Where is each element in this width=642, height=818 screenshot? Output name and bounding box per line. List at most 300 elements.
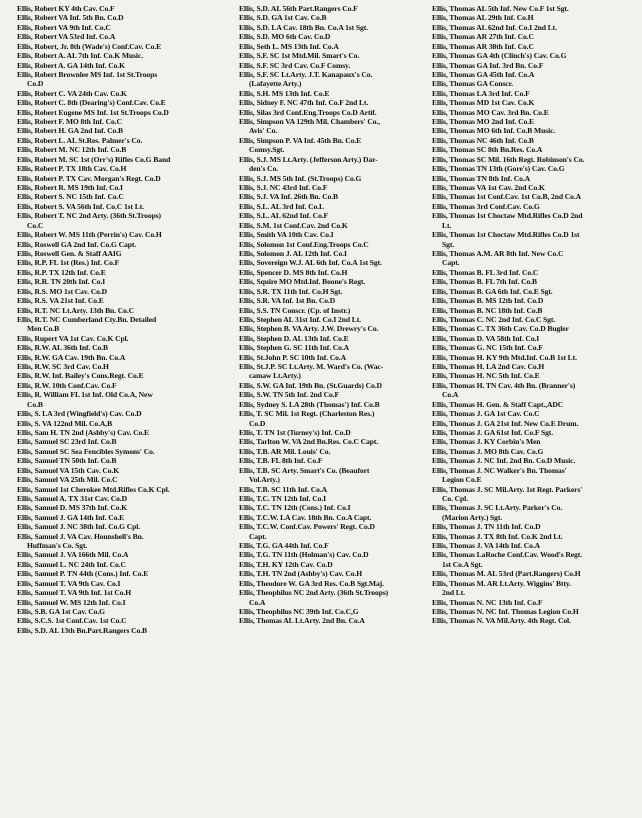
roster-entry	[17, 503, 235, 512]
entry-text: Ellis, S.F. SC 3rd Cav. Co.F Comsy.	[239, 60, 351, 70]
entry-text: Ellis, T.C.W. LA Cav. 18th Bn. Co.A Capt.	[239, 512, 372, 522]
entry-text: Ellis, R.W. Inf. Bailey's Cons.Regt. Co.E	[17, 371, 144, 381]
entry-text: Ellis, T.C. TN 12th Inf. Co.I	[239, 493, 326, 503]
entry-text: Ellis, Thomas J. TX 8th Inf. Co.K 2nd Lt.	[432, 531, 563, 541]
roster-entry	[17, 230, 235, 239]
roster-entry	[432, 400, 642, 409]
roster-entry	[432, 61, 642, 70]
entry-text: Ellis, Thomas C. TX 36th Cav. Co.D Bugler	[432, 324, 569, 334]
roster-entry	[17, 117, 235, 126]
entry-text: Ellis, S.J. MS Lt.Arty. (Jefferson Arty.) Dar-	[239, 154, 378, 164]
entry-text: Ellis, T.C.W. Conf.Cav. Powers' Regt. Co.D	[239, 522, 375, 532]
entry-text: Ellis, Thomas GA 4th (Clinch's) Cav. Co.G	[432, 51, 567, 61]
entry-text: Ellis, Thomas AR 38th Inf. Co.C	[432, 41, 534, 51]
entry-continuation: Vol.Arty.)	[249, 475, 280, 485]
entry-text: Ellis, Roswell Gen. & Staff AAIG	[17, 248, 122, 258]
entry-text: Ellis, S.F. SC Lt.Arty. J.T. Kanapaux's Co.	[239, 69, 373, 79]
roster-entry	[432, 155, 642, 164]
roster-entry	[17, 437, 235, 446]
entry-text: Ellis, Samuel J. GA 14th Inf. Co.E	[17, 512, 125, 522]
roster-entry	[17, 155, 235, 164]
roster-entry	[17, 522, 235, 531]
entry-text: Ellis, Thomas B. GA 6th Inf. Co.E Sgt.	[432, 286, 553, 296]
entry-text: Ellis, Samuel T. VA 9th Inf. 1st Co.H	[17, 588, 132, 598]
roster-entry	[432, 211, 642, 230]
entry-text: Ellis, Samuel 1st Cherokee Mtd.Rifles Co.K Cpl.	[17, 484, 170, 494]
entry-text: Ellis, S.F. SC 1st Mtd.Mil. Smart's Co.	[239, 51, 360, 61]
entry-text: Ellis, Thomas H. TN Cav. 4th Bn. (Branner's)	[432, 380, 576, 390]
entry-text: Ellis, Squire MO Mtd.Inf. Boone's Regt.	[239, 277, 366, 287]
roster-entry	[432, 598, 642, 607]
roster-entry	[239, 513, 433, 522]
roster-entry	[17, 475, 235, 484]
entry-text: Ellis, Thomas GA 45th Inf. Co.A	[432, 69, 535, 79]
entry-text: Ellis, S.W. TN 5th Inf. 2nd Co.F	[239, 390, 339, 400]
entry-text: Ellis, Thomas B. MS 12th Inf. Co.D	[432, 296, 544, 306]
entry-text: Ellis, Stephen B. VA Arty. J.W. Drewry's Co.	[239, 324, 379, 334]
roster-entry	[432, 230, 642, 249]
entry-text: Ellis, Robert H. GA 2nd Inf. Co.B	[17, 126, 123, 136]
roster-entry	[432, 466, 642, 485]
entry-text: Ellis, Samuel VA 15th Cav. Co.K	[17, 465, 120, 475]
roster-entry	[239, 192, 433, 201]
roster-entry	[432, 607, 642, 616]
entry-text: Ellis, T.B. SC 11th Inf. Co.A	[239, 484, 327, 494]
entry-text: Ellis, Thomas LA 3rd Inf. Co.F	[432, 88, 530, 98]
roster-entry	[239, 108, 433, 117]
roster-entry	[239, 202, 433, 211]
roster-entry	[239, 447, 433, 456]
entry-continuation: Co.C	[27, 220, 44, 230]
entry-text: Ellis, T.B. FL 8th Inf. Co.F	[239, 456, 323, 466]
entry-text: Ellis, Silas 3rd Conf.Eng.Troops Co.D Artif.	[239, 107, 377, 117]
entry-continuation: Capt.	[249, 531, 267, 541]
entry-text: Ellis, Thomas N. NC 13th Inf. Co.F	[432, 597, 543, 607]
entry-text: Ellis, St.John P. SC 10th Inf. Co.A	[239, 352, 346, 362]
entry-text: Ellis, Samuel A. TX 31st Cav. Co.D	[17, 493, 127, 503]
entry-text: Ellis, Thomas MO 2nd Inf. Co.E	[432, 117, 534, 127]
roster-entry	[432, 23, 642, 32]
roster-entry	[432, 183, 642, 192]
entry-text: Ellis, S. VA 122nd Mil. Co.A,B	[17, 418, 113, 428]
roster-entry	[17, 315, 235, 334]
roster-entry	[17, 174, 235, 183]
roster-entry	[239, 4, 433, 13]
entry-text: Ellis, Robert M. SC 1st (Orr's) Rifles Co.G Band	[17, 154, 171, 164]
roster-entry	[432, 277, 642, 286]
entry-text: Ellis, Smith VA 10th Cav. Co.I	[239, 230, 334, 240]
entry-text: Ellis, S.D. AL 56th Part.Rangers Co.F	[239, 4, 358, 13]
roster-entry	[432, 569, 642, 578]
roster-entry	[239, 258, 433, 267]
entry-text: Ellis, T.C. TN 12th (Cons.) Inf. Co.I	[239, 503, 351, 513]
entry-text: Ellis, Thomas B. FL 3rd Inf. Co.C	[432, 267, 539, 277]
roster-entry	[239, 155, 433, 174]
entry-text: Ellis, R.S. VA 21st Inf. Co.E	[17, 296, 104, 306]
roster-entry	[17, 164, 235, 173]
roster-entry	[239, 560, 433, 569]
roster-column-1	[17, 4, 235, 814]
entry-text: Ellis, R.W. SC 3rd Cav. Co.H	[17, 362, 109, 372]
entry-text: Ellis, Robert, Jr. 8th (Wade's) Conf.Cav. Co.E	[17, 41, 162, 51]
roster-entry	[239, 51, 433, 60]
entry-text: Ellis, Samuel D. MS 37th Inf. Co.K	[17, 503, 128, 513]
roster-entry	[432, 296, 642, 305]
roster-entry	[239, 277, 433, 286]
entry-text: Ellis, Thomas 3rd Conf.Cav. Co.G	[432, 201, 540, 211]
entry-text: Ellis, Thomas 1st Conf.Cav. 1st Co.B, 2nd Co.A	[432, 192, 582, 202]
roster-entry	[239, 136, 433, 155]
roster-entry	[239, 306, 433, 315]
roster-entry	[17, 202, 235, 211]
entry-text: Ellis, Thomas B. FL 7th Inf. Co.B	[432, 277, 538, 287]
entry-text: Ellis, Thomas H. Gen. & Staff Capt.,ADC	[432, 399, 564, 409]
roster-entry	[239, 400, 433, 409]
entry-text: Ellis, S.J. NC 43rd Inf. Co.F	[239, 183, 328, 193]
entry-text: Ellis, Samuel P. TN 44th (Cons.) Inf. Co.E	[17, 569, 149, 579]
entry-text: Ellis, Samuel SC 23rd Inf. Co.B	[17, 437, 117, 447]
entry-text: Ellis, Robert F. MO 8th Inf. Co.C	[17, 117, 122, 127]
roster-entry	[17, 258, 235, 267]
entry-continuation: (Lafayette Arty.)	[249, 79, 302, 89]
roster-entry	[17, 136, 235, 145]
roster-entry	[17, 353, 235, 362]
entry-text: Ellis, S.J. VA Inf. 26th Bn. Co.B	[239, 192, 338, 202]
entry-text: Ellis, R. William FL 1st Inf. Old Co.A, New	[17, 390, 153, 400]
entry-continuation: Co.A	[442, 390, 459, 400]
entry-text: Ellis, S.L. AL 62nd Inf. Co.F	[239, 211, 329, 221]
entry-text: Ellis, Robert C. 8th (Dearing's) Conf.Cav. Co.E	[17, 98, 166, 108]
roster-entry	[239, 569, 433, 578]
entry-text: Ellis, Thomas B. NC 18th Inf. Co.B	[432, 305, 543, 315]
entry-text: Ellis, T.B. AR Mil. Louis' Co.	[239, 446, 331, 456]
entry-text: Ellis, Thomas AL 5th Inf. New Co.F 1st Sgt.	[432, 4, 569, 13]
roster-entry	[432, 13, 642, 22]
entry-text: Ellis, Robert L. AL St.Res. Palmer's Co.	[17, 135, 143, 145]
entry-text: Ellis, Thomas H. NC 5th Inf. Co.E	[432, 371, 540, 381]
entry-text: Ellis, T. SC Mil. 1st Regt. (Charleston Res.)	[239, 409, 375, 419]
roster-entry	[17, 42, 235, 51]
entry-text: Ellis, Theophilus NC 2nd Arty. (36th St.Troops)	[239, 588, 389, 598]
entry-text: Ellis, Sidney F. NC 47th Inf. Co.F 2nd Lt.	[239, 98, 369, 108]
entry-text: Ellis, Sydney S. LA 28th (Thomas') Inf. Co.B	[239, 399, 380, 409]
entry-text: Ellis, S.D. GA 1st Cav. Co.B	[239, 13, 327, 23]
roster-entry	[432, 550, 642, 569]
roster-entry	[17, 249, 235, 258]
roster-entry	[239, 230, 433, 239]
entry-text: Ellis, Stephen G. SC 11th Inf. Co.A	[239, 343, 350, 353]
entry-text: Ellis, Thomas H. KY 9th Mtd.Inf. Co.B 1st Lt.	[432, 352, 577, 362]
entry-continuation: Huffman's Co. Sgt.	[27, 541, 88, 551]
roster-entry	[432, 315, 642, 324]
entry-text: Ellis, Thomas TN 13th (Gore's) Cav. Co.G	[432, 164, 565, 174]
roster-entry	[17, 145, 235, 154]
roster-entry	[432, 32, 642, 41]
roster-entry	[432, 98, 642, 107]
roster-entry	[17, 550, 235, 559]
entry-continuation: den's Co.	[249, 164, 279, 174]
roster-entry	[432, 117, 642, 126]
entry-text: Ellis, Seth L. MS 13th Inf. Co.A	[239, 41, 339, 51]
entry-text: Ellis, T.G. TN 11th (Holman's) Cav. Co.D	[239, 550, 369, 560]
roster-entry	[17, 183, 235, 192]
roster-entry	[17, 588, 235, 597]
roster-column-3	[432, 4, 642, 814]
roster-entry	[239, 541, 433, 550]
entry-text: Ellis, Robert Eugene MS Inf. 1st St.Troops Co.D	[17, 107, 169, 117]
entry-continuation: Avis' Co.	[249, 126, 278, 136]
roster-entry	[432, 51, 642, 60]
roster-entry	[432, 192, 642, 201]
entry-text: Ellis, Robert T. NC 2nd Arty. (36th St.Troops)	[17, 211, 161, 221]
roster-entry	[17, 126, 235, 135]
roster-entry	[432, 419, 642, 428]
entry-text: Ellis, Thomas MD 1st Cav. Co.K	[432, 98, 535, 108]
entry-text: Ellis, Thomas J. MO 8th Cav. Co.G	[432, 446, 544, 456]
roster-entry	[17, 296, 235, 305]
entry-text: Ellis, Robert P. TX 18th Cav. Co.H	[17, 164, 127, 174]
entry-text: Ellis, Thomas M. AL 53rd (Part.Rangers) Co.H	[432, 569, 581, 579]
roster-entry	[432, 268, 642, 277]
entry-text: Ellis, Rupert VA 1st Cav. Co.K Cpl.	[17, 333, 129, 343]
entry-text: Ellis, S.B. GA 1st Cav. Co.G	[17, 607, 105, 616]
entry-text: Ellis, Thomas M. AR Lt.Arty. Wiggins' Btty.	[432, 578, 571, 588]
roster-entry	[432, 522, 642, 531]
entry-text: Ellis, Robert VA 53rd Inf. Co.A	[17, 32, 116, 42]
roster-entry	[239, 211, 433, 220]
roster-entry	[17, 390, 235, 409]
entry-text: Ellis, Thomas 1st Choctaw Mtd.Rifles Co.D 2nd	[432, 211, 583, 221]
entry-continuation: Comsy.Sgt.	[249, 145, 285, 155]
roster-entry	[239, 503, 433, 512]
entry-continuation: Co.D	[27, 79, 44, 89]
roster-entry	[432, 362, 642, 371]
roster-entry	[432, 409, 642, 418]
entry-continuation: 2nd Lt.	[442, 588, 465, 598]
roster-entry	[239, 221, 433, 230]
roster-entry	[239, 522, 433, 541]
entry-text: Ellis, Theophilus NC 39th Inf. Co.C,G	[239, 607, 359, 616]
roster-entry	[239, 588, 433, 607]
entry-text: Ellis, Thomas TN 8th Inf. Co.A	[432, 173, 530, 183]
entry-text: Ellis, S. LA 3rd (Wingfield's) Cav. Co.D	[17, 409, 142, 419]
roster-entry	[239, 485, 433, 494]
entry-text: Ellis, S.H. MS 13th Inf. Co.E	[239, 88, 330, 98]
entry-text: Ellis, Samuel J. VA 166th Mil. Co.A	[17, 550, 129, 560]
entry-text: Ellis, R.T. NC Cumberland Cty.Bn. Detailed	[17, 314, 157, 324]
roster-entry	[432, 485, 642, 504]
roster-entry	[17, 4, 235, 13]
roster-entry	[17, 334, 235, 343]
roster-entry	[239, 287, 433, 296]
entry-text: Ellis, Thomas GA Inf. 3rd Bn. Co.F	[432, 60, 544, 70]
entry-text: Ellis, Robert P. TX Cav. Morgan's Regt. Co.D	[17, 173, 161, 183]
roster-entry	[239, 334, 433, 343]
entry-text: Ellis, S.S. TN Conscr. (Cp. of Instr.)	[239, 305, 351, 315]
roster-entry	[17, 89, 235, 98]
roster-entry	[17, 513, 235, 522]
roster-entry	[17, 108, 235, 117]
entry-text: Ellis, Thomas J. VA 14th Inf. Co.A	[432, 541, 541, 551]
entry-text: Ellis, Samuel TN 50th Inf. Co.B	[17, 456, 117, 466]
roster-entry	[17, 306, 235, 315]
entry-text: Ellis, Thomas SC 8th Bn.Res. Co.A	[432, 145, 543, 155]
entry-text: Ellis, S.D. AL 13th Bn.Part.Rangers Co.B	[17, 625, 147, 635]
roster-entry	[17, 61, 235, 70]
roster-entry	[432, 164, 642, 173]
entry-text: Ellis, Thomas VA 1st Cav. 2nd Co.K	[432, 183, 545, 193]
roster-entry	[239, 343, 433, 352]
entry-text: Ellis, Thomas SC Mil. 16th Regt. Robinson's Co.	[432, 154, 585, 164]
entry-text: Ellis, Thomas AL 29th Inf. Co.H	[432, 13, 534, 23]
entry-continuation: Co.A	[249, 597, 266, 607]
entry-text: Ellis, Thomas N. VA Mil.Arty. 4th Regt. Col.	[432, 616, 571, 626]
roster-entry	[17, 428, 235, 437]
entry-text: Ellis, R.S. MO 1st Cav. Co.D	[17, 286, 108, 296]
roster-entry	[17, 362, 235, 371]
roster-entry	[17, 371, 235, 380]
roster-entry	[239, 456, 433, 465]
entry-text: Ellis, Robert W. MS 11th (Perrin's) Cav. Co.H	[17, 230, 162, 240]
roster-entry	[239, 409, 433, 428]
entry-text: Ellis, Thomas C. NC 2nd Inf. Co.C Sgt.	[432, 314, 556, 324]
roster-entry	[239, 13, 433, 22]
roster-entry	[239, 240, 433, 249]
entry-continuation: Lt.	[442, 220, 452, 230]
roster-entry	[17, 579, 235, 588]
entry-text: Ellis, T.G. GA 44th Inf. Co.F	[239, 541, 329, 551]
entry-text: Ellis, Thomas GA Conscr.	[432, 79, 513, 89]
entry-text: Ellis, Samuel J. VA Cav. Hounshell's Bn.	[17, 531, 144, 541]
roster-entry	[432, 532, 642, 541]
entry-text: Ellis, Thomas AL 62nd Inf. Co.I 2nd Lt.	[432, 22, 557, 32]
entry-text: Ellis, Robert S. NC 15th Inf. Co.C	[17, 192, 124, 202]
entry-text: Ellis, S.L. AL 3rd Inf. Co.L	[239, 201, 324, 211]
entry-text: Ellis, Thomas AR 27th Inf. Co.C	[432, 32, 534, 42]
entry-text: Ellis, Robert VA Inf. 5th Bn. Co.D	[17, 13, 124, 23]
entry-text: Ellis, Samuel SC Sea Fencibles Symons' Co.	[17, 446, 155, 456]
roster-entry	[17, 268, 235, 277]
roster-entry	[239, 324, 433, 333]
entry-text: Ellis, R.T. NC Lt.Arty. 13th Bn. Co.C	[17, 305, 135, 315]
entry-text: Ellis, Tarlton W. VA 2nd Bn.Res. Co.C Capt.	[239, 437, 379, 447]
entry-continuation: Co.B	[27, 399, 43, 409]
roster-entry	[432, 456, 642, 465]
roster-entry	[17, 98, 235, 107]
roster-entry	[17, 466, 235, 475]
entry-text: Ellis, Thomas D. VA 58th Inf. Co.I	[432, 333, 540, 343]
entry-text: Ellis, R.P. TX 12th Inf. Co.E	[17, 267, 106, 277]
roster-entry	[432, 541, 642, 550]
roster-entry	[239, 381, 433, 390]
entry-text: Ellis, Thomas N. NC Inf. Thomas Legion Co.H	[432, 607, 579, 616]
entry-continuation: Co.D	[249, 418, 266, 428]
entry-text: Ellis, Stephen AL 31st Inf. Co.I 2nd Lt.	[239, 314, 361, 324]
roster-entry	[239, 183, 433, 192]
entry-text: Ellis, Samuel L. NC 24th Inf. Co.C	[17, 559, 126, 569]
roster-entry	[17, 287, 235, 296]
entry-text: Ellis, Thomas AL Lt.Arty. 2nd Bn. Co.A	[239, 616, 365, 626]
roster-entry	[239, 42, 433, 51]
roster-entry	[432, 324, 642, 333]
entry-text: Ellis, St.J.P. SC Lt.Arty. M. Ward's Co. (Wac-	[239, 362, 384, 372]
entry-text: Ellis, R.P. FL 1st (Res.) Inf. Co.F	[17, 258, 120, 268]
entry-text: Ellis, Solomon J. AL 12th Inf. Co.I	[239, 248, 347, 258]
roster-entry	[17, 447, 235, 456]
roster-entry	[17, 569, 235, 578]
entry-continuation: Sgt.	[442, 239, 455, 249]
entry-text: Ellis, Robert M. NC 12th Inf. Co.B	[17, 145, 127, 155]
entry-text: Ellis, Thomas LaRoche Conf.Cav. Wood's Regt.	[432, 550, 582, 560]
entry-text: Ellis, Theodore W. GA 3rd Res. Co.B Sgt.Maj.	[239, 578, 384, 588]
roster-entry	[17, 616, 235, 625]
roster-entry	[239, 117, 433, 136]
entry-text: Ellis, S.D. LA Cav. 18th Bn. Co.A 1st Sgt.	[239, 22, 368, 32]
roster-entry	[432, 136, 642, 145]
roster-entry	[432, 428, 642, 437]
entry-text: Ellis, Solomon 1st Conf.Eng.Troops Co.C	[239, 239, 369, 249]
roster-entry	[239, 268, 433, 277]
roster-entry	[17, 343, 235, 352]
entry-text: Ellis, T.H. KY 12th Cav. Co.D	[239, 559, 333, 569]
roster-entry	[432, 381, 642, 400]
roster-entry	[432, 371, 642, 380]
entry-text: Ellis, Thomas J. KY Corbin's Men	[432, 437, 541, 447]
entry-text: Ellis, Robert KY 4th Cav. Co.F	[17, 4, 115, 13]
roster-entry	[239, 70, 433, 89]
roster-entry	[17, 240, 235, 249]
roster-entry	[432, 503, 642, 522]
roster-entry	[239, 390, 433, 399]
entry-text: Ellis, Thomas J. SC Mil.Arty. 1st Regt. Parkers'	[432, 484, 583, 494]
roster-entry	[17, 560, 235, 569]
roster-column-2	[239, 4, 433, 814]
roster-entry	[432, 4, 642, 13]
roster-entry	[17, 277, 235, 286]
roster-entry	[432, 108, 642, 117]
roster-entry	[432, 249, 642, 268]
roster-entry	[17, 32, 235, 41]
roster-entry	[239, 579, 433, 588]
entry-text: Ellis, R.W. AL 36th Inf. Co.B	[17, 343, 108, 353]
entry-text: Ellis, T. TN 1st (Turney's) Inf. Co.D	[239, 427, 351, 437]
roster-entry	[17, 626, 235, 635]
roster-entry	[17, 51, 235, 60]
entry-text: Ellis, Thomas G. NC 15th Inf. Co.F	[432, 343, 543, 353]
entry-text: Ellis, Thomas J. TN 11th Inf. Co.D	[432, 522, 541, 532]
roster-entry	[239, 607, 433, 616]
roster-entry	[432, 174, 642, 183]
entry-text: Ellis, Thomas NC 46th Inf. Co.B	[432, 135, 534, 145]
entry-text: Ellis, Thomas 1st Choctaw Mtd.Rifles Co.D 1st	[432, 230, 580, 240]
roster-entry	[432, 437, 642, 446]
roster-entry	[239, 89, 433, 98]
entry-continuation: (Marion Arty.) Sgt.	[442, 512, 503, 522]
roster-entry	[239, 249, 433, 258]
entry-text: Ellis, R.R. TN 20th Inf. Co.I	[17, 277, 106, 287]
entry-text: Ellis, Stephen D. AL 13th Inf. Co.E	[239, 333, 349, 343]
entry-text: Ellis, Samuel J. NC 38th Inf. Co.G Cpl.	[17, 522, 141, 532]
entry-text: Ellis, Thomas J. NC Inf. 2nd Bn. Co.D Music.	[432, 456, 576, 466]
roster-entry	[239, 466, 433, 485]
roster-entry	[432, 145, 642, 154]
roster-entry	[432, 202, 642, 211]
entry-text: Ellis, Simpson VA 129th Mil. Chambers' Co.,	[239, 117, 380, 127]
roster-entry	[239, 296, 433, 305]
entry-text: Ellis, Thomas J. NC Walker's Bn. Thomas'	[432, 465, 567, 475]
roster-entry	[17, 192, 235, 201]
roster-entry	[17, 381, 235, 390]
